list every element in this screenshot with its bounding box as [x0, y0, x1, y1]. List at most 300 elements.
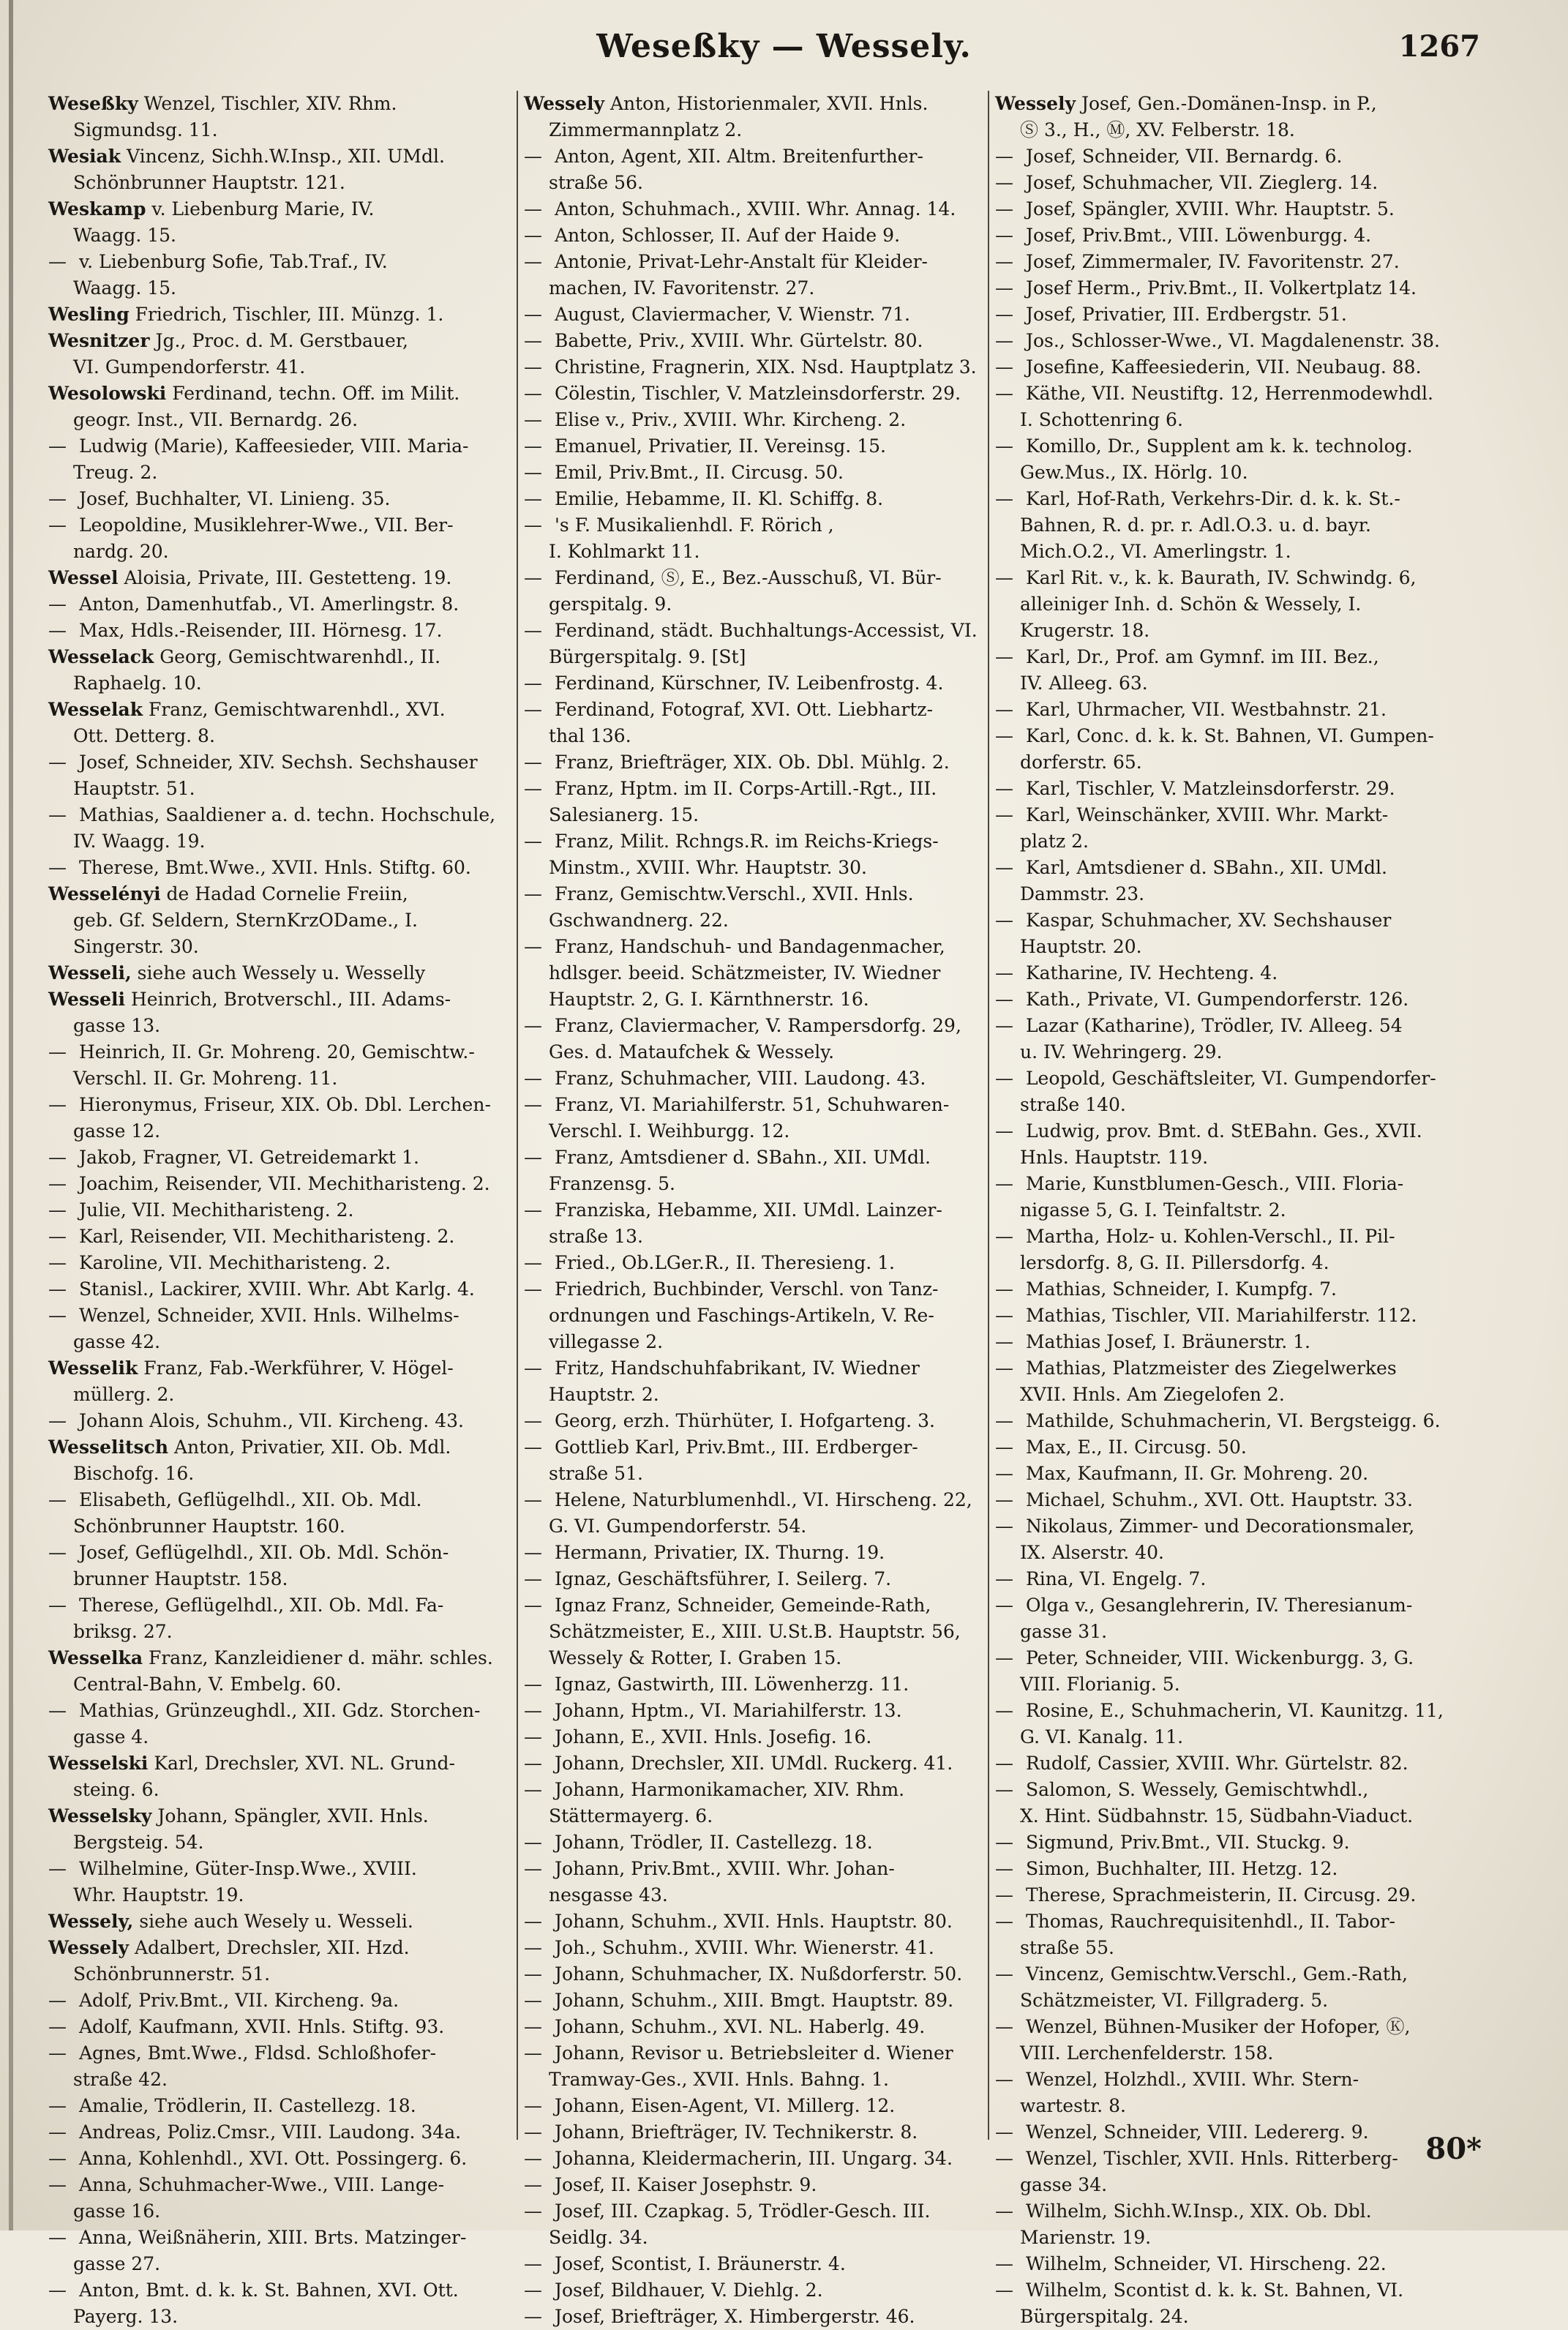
entry-surname: — — [524, 1015, 542, 1036]
directory-entry — [995, 1566, 1460, 1592]
directory-entry — [995, 1645, 1460, 1671]
entry-text: Martha, Holz- u. Kohlen-Verschl., II. Pil- — [1020, 1226, 1395, 1247]
directory-entry — [995, 2040, 1460, 2067]
entry-text: Hauptstr. 51. — [73, 778, 195, 799]
directory-entry — [524, 2067, 989, 2093]
directory-entry — [995, 512, 1460, 539]
entry-surname: — — [48, 1041, 67, 1063]
directory-entry — [995, 1039, 1460, 1065]
entry-text: XVII. Hnls. Am Ziegelofen 2. — [1020, 1384, 1285, 1405]
entry-text: Joachim, Reisender, VII. Mechitharisteng. 2. — [73, 1173, 490, 1194]
entry-surname: — — [48, 1252, 67, 1273]
directory-entry — [48, 881, 514, 907]
directory-entry — [524, 881, 989, 907]
entry-surname: Wesselack — [48, 646, 154, 667]
entry-text: hdlsger. beeid. Schätzmeister, IV. Wiedner — [549, 962, 941, 984]
directory-entry — [524, 222, 989, 249]
entry-surname: — — [48, 1990, 67, 2011]
directory-entry — [524, 433, 989, 460]
directory-entry — [524, 2277, 989, 2304]
entry-surname: — — [524, 1147, 542, 1168]
directory-entry — [48, 539, 514, 565]
entry-text: Anna, Schuhmacher-Wwe., VIII. Lange- — [73, 2174, 445, 2195]
entry-surname: — — [524, 673, 542, 694]
entry-surname: — — [524, 1094, 542, 1115]
entry-text: Johann, Briefträger, IV. Technikerstr. 8. — [549, 2121, 918, 2143]
directory-entry — [48, 828, 514, 855]
entry-surname: — — [48, 1595, 67, 1616]
directory-entry — [48, 1382, 514, 1408]
entry-surname: — — [524, 620, 542, 641]
entry-text: Vincenz, Gemischtw.Verschl., Gem.-Rath, — [1020, 1963, 1408, 1985]
entry-text: X. Hint. Südbahnstr. 15, Südbahn-Viaduct. — [1020, 1805, 1414, 1827]
entry-surname: — — [48, 2042, 67, 2064]
directory-entry — [995, 802, 1460, 828]
entry-text: IV. Alleeg. 63. — [1020, 673, 1148, 694]
directory-entry — [48, 1592, 514, 1619]
entry-text: Johann, E., XVII. Hnls. Josefig. 16. — [549, 1726, 872, 1748]
entry-surname: — — [524, 251, 542, 272]
entry-text: Elise v., Priv., XVIII. Whr. Kircheng. 2. — [549, 409, 907, 430]
directory-entry — [48, 1540, 514, 1566]
entry-surname: — — [995, 804, 1013, 825]
directory-entry — [995, 1513, 1460, 1540]
entry-text: Payerg. 13. — [73, 2306, 179, 2327]
directory-entry — [995, 170, 1460, 196]
entry-text: Karl Rit. v., k. k. Baurath, IV. Schwindg. 6, — [1020, 567, 1417, 588]
directory-entry — [524, 196, 989, 222]
entry-text: Aloisia, Private, III. Gestetteng. 19. — [118, 567, 452, 588]
entry-surname: — — [524, 831, 542, 852]
entry-text: Wenzel, Tischler, XVII. Hnls. Ritterberg- — [1020, 2148, 1398, 2169]
entry-surname: — — [524, 409, 542, 430]
entry-surname: Wesolowski — [48, 383, 167, 404]
entry-text: Ferdinand, städt. Buchhaltungs-Accessist, VI. — [549, 620, 978, 641]
entry-text: Johann, Spängler, XVII. Hnls. — [151, 1805, 429, 1827]
entry-text: Central-Bahn, V. Embelg. 60. — [73, 1674, 342, 1695]
entry-text: villegasse 2. — [549, 1331, 664, 1352]
entry-text: Marienstr. 19. — [1020, 2227, 1152, 2248]
scan-edge-shadow — [9, 0, 13, 2230]
directory-entry — [995, 143, 1460, 170]
entry-surname: — — [995, 989, 1013, 1010]
entry-surname: — — [995, 198, 1013, 220]
entry-text: Singerstr. 30. — [73, 936, 199, 957]
entry-text: nigasse 5, G. I. Teinfaltstr. 2. — [1020, 1199, 1286, 1221]
entry-surname: — — [48, 2016, 67, 2037]
entry-text: Emil, Priv.Bmt., II. Circusg. 50. — [549, 462, 844, 483]
directory-entry — [524, 776, 989, 802]
directory-entry — [48, 2225, 514, 2251]
directory-entry — [995, 1118, 1460, 1145]
entry-text: Josef, Schneider, XIV. Sechsh. Sechshauser — [73, 752, 478, 773]
entry-surname: — — [995, 1226, 1013, 1247]
entry-surname: — — [48, 752, 67, 773]
directory-entry — [48, 1303, 514, 1329]
entry-text: nesgasse 43. — [549, 1884, 668, 1906]
directory-entry — [524, 1065, 989, 1092]
directory-entry — [524, 2093, 989, 2119]
entry-surname: — — [995, 1595, 1013, 1616]
directory-entry — [48, 1039, 514, 1065]
entry-text: Wessely & Rotter, I. Graben 15. — [549, 1647, 842, 1668]
entry-text: Adalbert, Drechsler, XII. Hzd. — [129, 1937, 410, 1958]
directory-entry — [995, 1908, 1460, 1935]
directory-entry — [48, 1487, 514, 1513]
entry-surname: — — [48, 514, 67, 536]
entry-text: Josef, Spängler, XVIII. Whr. Hauptstr. 5. — [1020, 198, 1395, 220]
entry-text: Ges. d. Mataufchek & Wessely. — [549, 1041, 835, 1063]
entry-surname: — — [524, 1674, 542, 1695]
entry-surname: — — [524, 2016, 542, 2037]
entry-surname: — — [995, 646, 1013, 667]
entry-surname: — — [524, 752, 542, 773]
entry-text: Max, E., II. Circusg. 50. — [1020, 1436, 1247, 1458]
directory-entry — [995, 670, 1460, 697]
entry-surname: — — [524, 2306, 542, 2327]
directory-entry — [48, 776, 514, 802]
entry-text: Katharine, IV. Hechteng. 4. — [1020, 962, 1278, 984]
entry-text: Ludwig (Marie), Kaffeesieder, VIII. Maria- — [73, 435, 469, 457]
entry-text: Leopold, Geschäftsleiter, VI. Gumpendorfer- — [1020, 1068, 1436, 1089]
entry-surname: — — [524, 2253, 542, 2274]
directory-entry — [524, 2198, 989, 2225]
entry-text: Agnes, Bmt.Wwe., Fldsd. Schloßhofer- — [73, 2042, 437, 2064]
directory-entry — [48, 1619, 514, 1645]
entry-text: Josefine, Kaffeesiederin, VII. Neubaug. 88. — [1020, 356, 1422, 378]
directory-entry — [524, 1461, 989, 1487]
entry-text: gasse 12. — [73, 1120, 161, 1142]
entry-text: Johann, Schuhm., XVII. Hnls. Hauptstr. 80. — [549, 1911, 953, 1932]
entry-surname: — — [995, 1568, 1013, 1589]
entry-text: straße 51. — [549, 1463, 643, 1484]
directory-entry — [995, 1329, 1460, 1355]
entry-surname: — — [48, 804, 67, 825]
entry-surname: — — [524, 304, 542, 325]
entry-text: Babette, Priv., XVIII. Whr. Gürtelstr. 80. — [549, 330, 923, 351]
entry-text: Zimmermannplatz 2. — [549, 119, 743, 141]
directory-entry — [524, 1856, 989, 1882]
directory-entry — [524, 143, 989, 170]
directory-entry — [48, 723, 514, 749]
directory-entry — [48, 591, 514, 618]
directory-entry — [524, 1961, 989, 1988]
entry-text: G. VI. Gumpendorferstr. 54. — [549, 1516, 807, 1537]
directory-entry — [995, 1382, 1460, 1408]
entry-text: Bergsteig. 54. — [73, 1832, 204, 1853]
directory-entry — [48, 1224, 514, 1250]
entry-surname: — — [524, 2121, 542, 2143]
directory-entry — [48, 1750, 514, 1777]
entry-text: Mathias, Grünzeughdl., XII. Gdz. Storchen- — [73, 1700, 481, 1721]
entry-text: Wenzel, Holzhdl., XVIII. Whr. Stern- — [1020, 2069, 1359, 2090]
directory-entry — [48, 1329, 514, 1355]
entry-surname: Wesseli, — [48, 962, 132, 984]
entry-text: Cölestin, Tischler, V. Matzleinsdorferstr. 29. — [549, 383, 961, 404]
directory-entry — [524, 1171, 989, 1197]
entry-text: Jg., Proc. d. M. Gerstbauer, — [149, 330, 408, 351]
entry-text: Waagg. 15. — [73, 225, 176, 246]
entry-surname: Wesiak — [48, 146, 121, 167]
directory-entry — [524, 1487, 989, 1513]
entry-text: Gschwandnerg. 22. — [549, 910, 729, 931]
directory-entry — [524, 1382, 989, 1408]
directory-entry — [48, 1408, 514, 1434]
entry-surname: — — [995, 1015, 1013, 1036]
directory-entry — [524, 723, 989, 749]
page-header-title: Weseßky — Wessely. — [596, 28, 972, 65]
directory-entry — [48, 2093, 514, 2119]
entry-text: Max, Kaufmann, II. Gr. Mohreng. 20. — [1020, 1463, 1369, 1484]
directory-entry — [995, 1013, 1460, 1039]
entry-surname: — — [995, 1753, 1013, 1774]
directory-entry — [524, 354, 989, 381]
entry-text: nardg. 20. — [73, 541, 169, 562]
entry-surname: — — [995, 2200, 1013, 2222]
directory-entry — [48, 117, 514, 143]
entry-text: Sigmund, Priv.Bmt., VII. Stuckg. 9. — [1020, 1832, 1350, 1853]
entry-surname: — — [524, 1858, 542, 1879]
directory-entry — [995, 881, 1460, 907]
entry-text: Josef, Privatier, III. Erdbergstr. 51. — [1020, 304, 1347, 325]
directory-entry — [995, 249, 1460, 275]
directory-entry — [524, 2304, 989, 2330]
entry-text: müllerg. 2. — [73, 1384, 175, 1405]
directory-entry — [995, 644, 1460, 670]
directory-entry — [48, 91, 514, 117]
directory-entry — [524, 539, 989, 565]
entry-surname: — — [995, 1963, 1013, 1985]
entry-text: Ferdinand, Kürschner, IV. Leibenfrostg. 4. — [549, 673, 944, 694]
entry-surname: — — [995, 146, 1013, 167]
directory-entry — [48, 1118, 514, 1145]
entry-text: Thomas, Rauchrequisitenhdl., II. Tabor- — [1020, 1911, 1395, 1932]
entry-surname: — — [524, 1357, 542, 1379]
entry-surname: — — [48, 1173, 67, 1194]
directory-entry — [48, 2014, 514, 2040]
entry-surname: — — [995, 330, 1013, 351]
entry-text: Johanna, Kleidermacherin, III. Ungarg. 34. — [549, 2148, 953, 2169]
directory-entry — [995, 1224, 1460, 1250]
directory-entry — [524, 1671, 989, 1698]
directory-entry — [995, 1145, 1460, 1171]
entry-surname: Wesselik — [48, 1357, 138, 1379]
entry-surname: — — [524, 1068, 542, 1089]
entry-text: Anna, Weißnäherin, XIII. Brts. Matzinger- — [73, 2227, 467, 2248]
entry-surname: — — [524, 146, 542, 167]
entry-text: Jakob, Fragner, VI. Getreidemarkt 1. — [73, 1147, 419, 1168]
directory-entry — [524, 697, 989, 723]
entry-text: Fritz, Handschuhfabrikant, IV. Wiedner — [549, 1357, 920, 1379]
directory-entry — [48, 986, 514, 1013]
entry-surname: Wesseli — [48, 989, 125, 1010]
entry-text: IX. Alserstr. 40. — [1020, 1542, 1164, 1563]
directory-entry — [995, 1698, 1460, 1724]
entry-text: Anton, Privatier, XII. Ob. Mdl. — [168, 1436, 451, 1458]
directory-entry — [524, 1329, 989, 1355]
entry-surname: — — [995, 1305, 1013, 1326]
entry-text: ordnungen und Faschings-Artikeln, V. Re- — [549, 1305, 934, 1326]
directory-entry — [48, 249, 514, 275]
entry-text: Franz, Hptm. im II. Corps-Artill.-Rgt., III. — [549, 778, 937, 799]
entry-surname: — — [48, 1278, 67, 1300]
directory-entry — [995, 2172, 1460, 2198]
entry-surname: — — [995, 778, 1013, 799]
directory-entry — [524, 855, 989, 881]
entry-text: Bahnen, R. d. pr. r. Adl.O.3. u. d. bayr. — [1020, 514, 1371, 536]
entry-text: Schätzmeister, E., XIII. U.St.B. Hauptstr. 56, — [549, 1621, 961, 1642]
entry-text: Ⓢ 3., H., Ⓜ, XV. Felberstr. 18. — [1020, 119, 1295, 141]
entry-surname: — — [995, 1278, 1013, 1300]
entry-text: Ott. Detterg. 8. — [73, 725, 215, 746]
entry-text: Therese, Bmt.Wwe., XVII. Hnls. Stiftg. 60. — [73, 857, 471, 878]
entry-text: Wilhelm, Scontist d. k. k. St. Bahnen, VI. — [1020, 2280, 1404, 2301]
entry-surname: — — [524, 883, 542, 904]
directory-entry — [48, 749, 514, 776]
entry-text: Wenzel, Schneider, VIII. Ledererg. 9. — [1020, 2121, 1369, 2143]
entry-text: gasse 4. — [73, 1726, 149, 1748]
entry-text: Karl, Amtsdiener d. SBahn., XII. UMdl. — [1020, 857, 1387, 878]
entry-text: Georg, Gemischtwarenhdl., II. — [154, 646, 441, 667]
directory-entry — [48, 222, 514, 249]
entry-text: Bürgerspitalg. 24. — [1020, 2306, 1189, 2327]
directory-entry — [995, 1092, 1460, 1118]
entry-text: Ignaz, Gastwirth, III. Löwenherzg. 11. — [549, 1674, 909, 1695]
directory-entry — [48, 1777, 514, 1803]
entry-surname: — — [524, 1753, 542, 1774]
entry-text: Schönbrunnerstr. 51. — [73, 1963, 271, 1985]
entry-text: Gottlieb Karl, Priv.Bmt., III. Erdberger- — [549, 1436, 918, 1458]
entry-surname: Weskamp — [48, 198, 146, 220]
directory-entry — [524, 2251, 989, 2277]
directory-entry — [48, 670, 514, 697]
entry-text: Josef, Gen.-Domänen-Insp. in P., — [1076, 93, 1377, 114]
directory-entry — [995, 776, 1460, 802]
entry-text: Käthe, VII. Neustiftg. 12, Herrenmodewhdl. — [1020, 383, 1434, 404]
entry-text: Peter, Schneider, VIII. Wickenburgg. 3, G. — [1020, 1647, 1414, 1668]
directory-entry — [995, 1935, 1460, 1961]
entry-text: geogr. Inst., VII. Bernardg. 26. — [73, 409, 359, 430]
entry-surname: — — [995, 1884, 1013, 1906]
entry-surname: — — [524, 198, 542, 220]
directory-entry — [995, 934, 1460, 960]
entry-text: VIII. Lerchenfelderstr. 158. — [1020, 2042, 1274, 2064]
directory-entry — [995, 1303, 1460, 1329]
directory-entry — [524, 117, 989, 143]
directory-entry — [995, 539, 1460, 565]
entry-text: Antonie, Privat-Lehr-Anstalt für Kleider- — [549, 251, 929, 272]
entry-text: Johann, Schuhm., XVI. NL. Haberlg. 49. — [549, 2016, 926, 2037]
directory-entry — [524, 407, 989, 433]
entry-surname: — — [995, 1779, 1013, 1800]
directory-entry — [995, 2014, 1460, 2040]
directory-entry — [524, 986, 989, 1013]
entry-surname: — — [995, 2069, 1013, 2090]
directory-entry — [524, 618, 989, 644]
directory-entry — [524, 644, 989, 670]
directory-entry — [524, 1988, 989, 2014]
entry-text: Josef, III. Czapkag. 5, Trödler-Gesch. III. — [549, 2200, 931, 2222]
entry-surname: — — [995, 1331, 1013, 1352]
entry-text: Seidlg. 34. — [549, 2227, 648, 2248]
directory-entry — [48, 960, 514, 986]
entry-surname: — — [995, 356, 1013, 378]
entry-text: straße 13. — [549, 1226, 643, 1247]
entry-text: Josef, Geflügelhdl., XII. Ob. Mdl. Schön- — [73, 1542, 449, 1563]
entry-surname: Wessel — [48, 567, 119, 588]
entry-text: Franz, Kanzleidiener d. mähr. schles. — [143, 1647, 493, 1668]
entry-surname: — — [995, 1516, 1013, 1537]
entry-surname: — — [524, 225, 542, 246]
entry-text: Simon, Buchhalter, III. Hetzg. 12. — [1020, 1858, 1338, 1879]
directory-entry — [995, 1434, 1460, 1461]
entry-surname: — — [995, 1357, 1013, 1379]
entry-surname: — — [995, 2280, 1013, 2301]
entry-text: gasse 42. — [73, 1331, 161, 1352]
entry-text: Mathias, Platzmeister des Ziegelwerkes — [1020, 1357, 1397, 1379]
entry-surname: — — [48, 620, 67, 641]
entry-text: wartestr. 8. — [1020, 2095, 1126, 2116]
directory-entry — [48, 907, 514, 934]
entry-text: Hermann, Privatier, IX. Thurng. 19. — [549, 1542, 885, 1563]
entry-surname: Wessely — [524, 93, 605, 114]
directory-entry — [48, 1250, 514, 1276]
entry-surname: — — [48, 857, 67, 878]
directory-entry — [524, 249, 989, 275]
directory-entry — [995, 460, 1460, 486]
entry-text: Franz, Claviermacher, V. Rampersdorfg. 29, — [549, 1015, 961, 1036]
directory-entry — [995, 1540, 1460, 1566]
directory-entry — [48, 934, 514, 960]
entry-text: lersdorfg. 8, G. II. Pillersdorfg. 4. — [1020, 1252, 1329, 1273]
entry-surname: Wessely, — [48, 1911, 134, 1932]
directory-entry — [48, 2067, 514, 2093]
entry-text: Jos., Schlosser-Wwe., VI. Magdalenenstr. 38. — [1020, 330, 1440, 351]
entry-surname: — — [48, 251, 67, 272]
entry-surname: Wesselényi — [48, 883, 161, 904]
directory-entry — [995, 591, 1460, 618]
entry-surname: — — [524, 488, 542, 509]
entry-text: Johann, Revisor u. Betriebsleiter d. Wiener — [549, 2042, 953, 2064]
directory-entry — [48, 697, 514, 723]
directory-entry — [48, 170, 514, 196]
entry-surname: — — [48, 488, 67, 509]
directory-entry — [524, 1250, 989, 1276]
entry-surname: — — [524, 1726, 542, 1748]
entry-text: Stanisl., Lackirer, XVIII. Whr. Abt Karlg. 4. — [73, 1278, 475, 1300]
entry-text: Minstm., XVIII. Whr. Hauptstr. 30. — [549, 857, 867, 878]
directory-entry — [524, 1513, 989, 1540]
directory-entry — [524, 1434, 989, 1461]
directory-entry — [48, 486, 514, 512]
entry-text: Adolf, Kaufmann, XVII. Hnls. Stiftg. 93. — [73, 2016, 445, 2037]
entry-surname: Wessely — [995, 93, 1076, 114]
entry-text: Mathias, Saaldiener a. d. techn. Hochschule, — [73, 804, 496, 825]
entry-surname: — — [995, 2148, 1013, 2169]
directory-entry — [524, 460, 989, 486]
entry-text: Johann, Eisen-Agent, VI. Millerg. 12. — [549, 2095, 896, 2116]
entry-surname: — — [995, 1489, 1013, 1510]
entry-text: Friedrich, Buchbinder, Verschl. von Tanz- — [549, 1278, 939, 1300]
directory-entry — [995, 1065, 1460, 1092]
directory-entry — [995, 1988, 1460, 2014]
entry-text: Anna, Kohlenhdl., XVI. Ott. Possingerg. 6. — [73, 2148, 468, 2169]
entry-text: Karl, Conc. d. k. k. St. Bahnen, VI. Gumpen- — [1020, 725, 1434, 746]
directory-entry — [524, 1645, 989, 1671]
directory-entry — [48, 2172, 514, 2198]
entry-surname: — — [524, 1252, 542, 1273]
directory-entry — [995, 407, 1460, 433]
